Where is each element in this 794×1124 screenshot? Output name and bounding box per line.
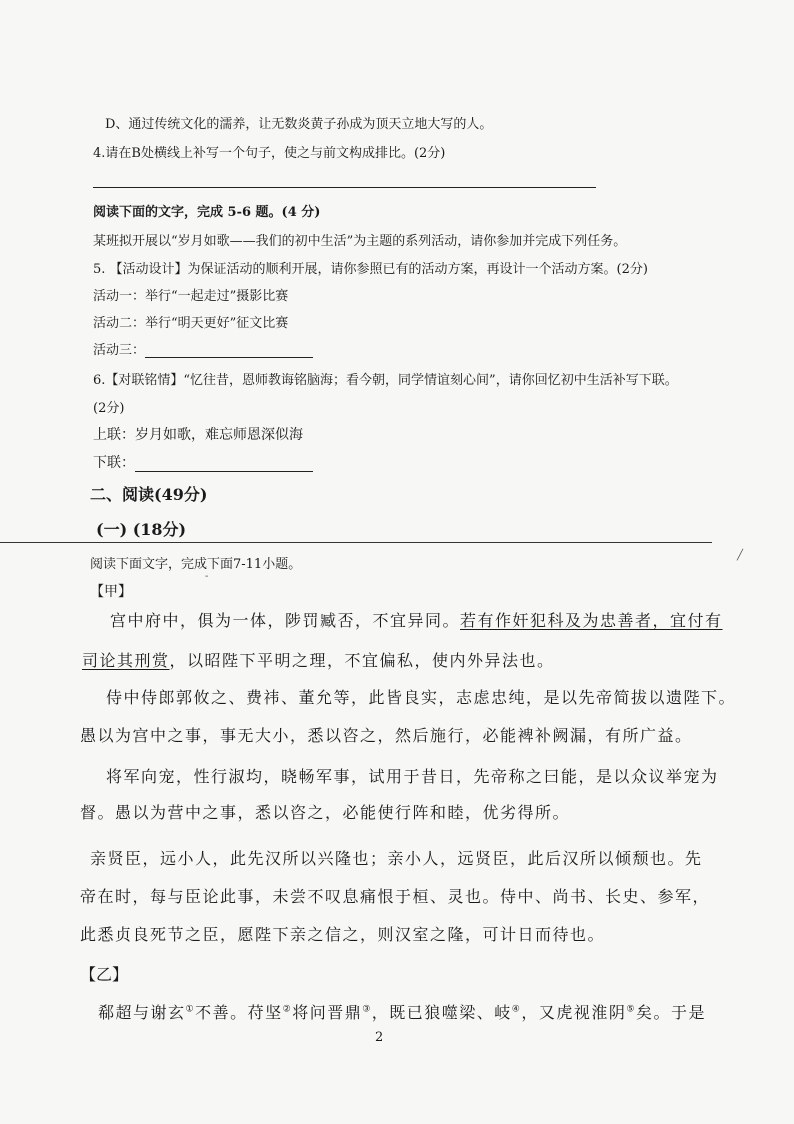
scan-speck: ╱ [737,550,744,561]
yi-segment-5: ，又虎视淮阴 [521,1003,627,1022]
reading-intro-5-6: 阅读下面的文字，完成 5-6 题。(4 分) [93,205,321,220]
passage-jia-p3-line2: 督。愚以为营中之事，悉以咨之，必能使行阵和睦，优劣得所。 [80,803,571,822]
p1-plain-continuation: ，以昭陛下平明之理，不宜偏私，使内外异法也。 [169,651,555,670]
passage-jia-p4-line1: 亲贤臣，远小人，此先汉所以兴隆也；亲小人，远贤臣，此后汉所以倾颓也。先 [90,849,703,868]
passage-jia-p2-line1: 侍中侍郎郭攸之、费祎、董允等，此皆良实，志虑忠纯，是以先帝简拔以遗陛下。 [106,688,737,707]
lower-couplet-blank[interactable] [135,457,313,472]
passage-yi-line1 [98,1000,706,1023]
question-6: 6.【对联铭情】“忆往昔，恩师教诲铭脑海；看今朝，同学情谊刻心间”，请你回忆初中生活补写下联。 [93,373,678,388]
p1-underlined-continuation: 司论其刑赏 [82,651,170,670]
note-marker-5: ⑤ [626,1004,636,1015]
question-5: 5. 【活动设计】为保证活动的顺利开展，请你参照已有的活动方案，再设计一个活动方案。(2分) [93,262,648,277]
class-plan-text: 某班拟开展以“岁月如歌——我们的初中生活”为主题的系列活动，请你参加并完成下列任务。 [93,234,627,249]
p1-plain-text: 宫中府中，俱为一体，陟罚臧否，不宜异同。 [110,611,461,630]
answer-line-q4 [93,187,596,188]
passage-jia-p4-line2: 帝在时，每与臣论此事，未尝不叹息痛恨于桓、灵也。侍中、尚书、长史、参军， [80,887,711,906]
passage-jia-p1-line2 [82,648,555,671]
lower-couplet [93,452,313,472]
section-2-heading: 二、阅读(49分) [90,485,208,504]
yi-segment-2: 不善。苻坚 [195,1003,283,1022]
yi-segment-1: 郗超与谢玄 [98,1003,186,1022]
passage-jia-p1-line1 [110,608,723,631]
activity-three-blank[interactable] [145,343,313,358]
note-marker-2: ② [282,1004,293,1015]
upper-couplet: 上联：岁月如歌，难忘师恩深似海 [93,427,303,443]
section-divider [0,542,712,543]
passage-yi-label: 【乙】 [80,965,129,984]
question-4: 4.请在B处横线上补写一个句子，使之与前文构成排比。(2分) [93,146,446,161]
scan-speck: - [205,571,209,582]
option-d: D、通过传统文化的濡养，让无数炎黄子孙成为顶天立地大写的人。 [105,117,493,132]
p1-underlined-text: 若有作奸犯科及为忠善者，宜付有 [460,611,723,630]
yi-segment-6: 矣。于是 [635,1003,706,1022]
activity-three [93,339,313,358]
passage-jia-p4-line3: 此悉贞良死节之臣，愿陛下亲之信之，则汉室之隆，可计日而待也。 [80,925,606,944]
yi-segment-4: ，既已狼噬梁、岐 [371,1003,512,1022]
note-marker-1: ① [185,1004,196,1015]
note-marker-4: ④ [511,1004,522,1015]
passage-jia-p2-line2: 愚以为宫中之事，事无大小，悉以咨之，然后施行，必能裨补阙漏，有所广益。 [80,726,693,745]
passage-jia-label: 【甲】 [90,584,132,600]
page-number: 2 [375,1030,384,1045]
lower-couplet-label: 下联： [93,455,135,471]
passage-jia-p3-line1: 将军向宠，性行淑均，晓畅军事，试用于昔日，先帝称之曰能，是以众议举宠为 [106,767,719,786]
yi-segment-3: 将问晋鼎 [292,1003,363,1022]
question-6-score: (2分) [93,401,125,416]
note-marker-3: ③ [362,1004,372,1015]
activity-one: 活动一：举行“一起走过”摄影比赛 [93,289,289,304]
activity-three-label: 活动三： [93,343,146,358]
part-1-heading: (一) (18分) [96,520,187,539]
activity-two: 活动二：举行“明天更好”征文比赛 [93,316,289,331]
reading-intro-7-11: 阅读下面文字，完成下面7-11小题。 [90,557,302,572]
